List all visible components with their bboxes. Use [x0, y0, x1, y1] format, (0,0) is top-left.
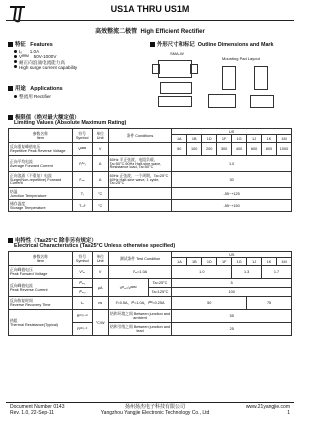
- value-cell: 5: [172, 279, 292, 288]
- features-list: [14, 49, 129, 70]
- grade-cell: 1A: [172, 135, 187, 143]
- square-bullet-icon: [150, 42, 155, 47]
- limiting-heading: 极限值（绝对最大额定值）: [8, 113, 80, 121]
- param-cell: 结温 Junction Temperature: [9, 188, 73, 200]
- value-cell: 1000: [276, 143, 291, 156]
- footer-company: [90, 404, 220, 417]
- application-item: 整流用 Rectifier: [14, 94, 51, 99]
- condition-cell: 60Hz 正弦波，一个周期，Ta=25°C 60Hz Half-sine wave, 1 cycle, Ta=25°C: [108, 172, 172, 188]
- symbol-cell: Rᵗʰ⁽ʲ⁻ˡ⁾: [72, 323, 92, 336]
- applications-heading: 用途 Applications: [8, 84, 63, 92]
- table-row: [9, 279, 292, 288]
- square-bullet-icon: [8, 115, 13, 120]
- package-bottom-view: [208, 94, 236, 108]
- condition-cell: 60Hz 半正弦波，电阻负载，Ta=50°C 60Hz Half-sine wave, Resistance load, Ta=50°C: [108, 156, 172, 172]
- grade-cell: 1D: [202, 135, 217, 143]
- grade-cell: 1B: [187, 258, 202, 266]
- header-us: US: [172, 129, 292, 135]
- param-cell: 热阻 Thermal Resistance(Typical): [9, 310, 73, 336]
- condition-cell: 结和环境之间 Between junction and ambient: [108, 310, 172, 323]
- package-lead-left: [152, 64, 160, 74]
- unit-cell: V: [92, 143, 108, 156]
- table-row: [9, 310, 292, 323]
- features-heading: 特征 Features: [8, 40, 53, 48]
- unit-cell: ns: [92, 297, 108, 310]
- param-cell: 正向平均电流 Average Forward Current: [9, 156, 73, 172]
- header-test-condition: 测试条件 Test Condition: [108, 252, 172, 266]
- bullet-icon: [14, 95, 17, 98]
- page-number: 1: [287, 410, 290, 417]
- condition-cell: [108, 143, 172, 156]
- symbol-cell: Iᶠₛₘ: [72, 172, 92, 188]
- header-unit: 单位 Unit: [92, 129, 108, 143]
- value-cell: 300: [217, 143, 232, 156]
- square-bullet-icon: [8, 42, 13, 47]
- package-end-view: [158, 96, 192, 107]
- condition-cell: 结和引线之间 Between junction and lead: [108, 323, 172, 336]
- page-title: US1A THRU US1M: [110, 4, 190, 14]
- limiting-heading-en: Limiting Values (Absolute Maximum Rating): [14, 120, 127, 126]
- param-cell: 储存温度 Storage Temperature: [9, 200, 73, 212]
- bullet-icon: [14, 65, 17, 68]
- grade-cell: 1A: [172, 258, 187, 266]
- unit-cell: μA: [92, 279, 108, 297]
- grade-cell: 1M: [276, 258, 291, 266]
- value-cell: 100: [172, 288, 292, 297]
- company-cn: 扬州扬杰电子科技有限公司: [124, 404, 185, 410]
- electrical-heading: 电特性（Ta≥25°C 除非另有规定）: [8, 236, 97, 244]
- symbol-cell: Tⱼ: [72, 188, 92, 200]
- feature-item: High surge current capability: [14, 65, 129, 70]
- header-rule: [6, 20, 294, 21]
- value-cell: 600: [247, 143, 262, 156]
- value-cell: 400: [232, 143, 247, 156]
- package-outline-view: [250, 95, 274, 108]
- grade-cell: 1G: [232, 258, 247, 266]
- param-cell: 正向峰值电压 Peak Forward Voltage: [9, 266, 73, 279]
- unit-cell: A: [92, 172, 108, 188]
- grade-cell: 1K: [262, 258, 277, 266]
- value-cell: 50: [172, 297, 247, 310]
- feature-item: Iₒ 1.0A: [14, 49, 129, 54]
- footer-right: [246, 404, 290, 417]
- value-cell: 1.3: [232, 266, 262, 279]
- value-cell: -55~+125: [172, 188, 292, 200]
- grade-cell: 1F: [217, 135, 232, 143]
- website-link[interactable]: www.21yangjie.com: [245, 404, 290, 410]
- header-us: US: [172, 252, 292, 258]
- company-en: Yangzhou Yangjie Electronic Technology Co., Ltd: [100, 410, 210, 417]
- header-param: 参数名称 Item: [9, 252, 73, 266]
- param-cell: 正向浪涌（不重复）电流 Surge(Non-repetitive) Forward Current: [9, 172, 73, 188]
- table-row: [9, 188, 292, 200]
- outline-heading: 外形尺寸和标记 Outline Dimensions and Mark: [150, 40, 274, 48]
- limiting-values-table: [8, 128, 292, 212]
- header-symbol: 符号 Symbol: [72, 252, 92, 266]
- symbol-cell: Iᴿₘ₁: [72, 279, 92, 288]
- table-row: [9, 156, 292, 172]
- header-param: 参数名称 Item: [9, 129, 73, 143]
- table-row: [9, 297, 292, 310]
- feature-item: 耐正向浪涌电流能力高: [14, 60, 129, 65]
- value-cell: 100: [187, 143, 202, 156]
- symbol-cell: Iᶠ₍ᴬᵛ₎: [72, 156, 92, 172]
- symbol-cell: tᵣᵣ: [72, 297, 92, 310]
- value-cell: -55~+150: [172, 200, 292, 212]
- condition-cell: Iᶠ=0.5A，Iᴿ=1.0A，Iᴿᴿ=0.25A: [108, 297, 172, 310]
- value-cell: 75: [247, 297, 292, 310]
- condition-cell: Ta=125°C: [148, 288, 172, 297]
- grade-cell: 1J: [247, 258, 262, 266]
- condition-cell: [108, 188, 172, 200]
- unit-cell: °C: [92, 188, 108, 200]
- unit-cell: V: [92, 266, 108, 279]
- value-cell: 800: [262, 143, 277, 156]
- grade-cell: 1K: [262, 135, 277, 143]
- electrical-heading-en: Electrical Characteristics (Ta≥25°C Unless otherwise specified): [14, 243, 176, 249]
- unit-cell: °C/W: [92, 310, 108, 336]
- grade-cell: 1J: [247, 135, 262, 143]
- mounting-pad-right: [254, 66, 268, 90]
- symbol-cell: Vᶠₘ: [72, 266, 92, 279]
- table-row: [9, 143, 292, 156]
- value-cell: 30: [172, 172, 292, 188]
- package-top-view: [158, 60, 192, 78]
- symbol-cell: Iᴿₘ₂: [72, 288, 92, 297]
- bullet-icon: [14, 60, 17, 63]
- symbol-cell: Rᵗʰ⁽ʲ⁻ᵃ⁾: [72, 310, 92, 323]
- param-cell: 反向峰值电流 Peak Reverse Current: [9, 279, 73, 297]
- grade-cell: 1D: [202, 258, 217, 266]
- value-cell: 1.0: [172, 266, 232, 279]
- unit-cell: A: [92, 156, 108, 172]
- symbol-cell: Tₛₜᵍ: [72, 200, 92, 212]
- value-cell: 55: [172, 310, 292, 323]
- mounting-pad-left: [222, 66, 236, 90]
- header-unit: 单位 Unit: [92, 252, 108, 266]
- table-row: [9, 266, 292, 279]
- grade-cell: 1M: [276, 135, 291, 143]
- revision: Rev. 1.0, 22-Sep-11: [10, 410, 55, 417]
- value-cell: 200: [202, 143, 217, 156]
- condition-cell: Vᴿₘ=Vᴿᴿᴹ: [108, 279, 148, 297]
- package-label: SMA-W: [170, 51, 184, 56]
- electrical-table: [8, 251, 292, 336]
- grade-cell: 1F: [217, 258, 232, 266]
- param-cell: 反向恢复时间 Reverse Recovery Time: [9, 297, 73, 310]
- footer-left: [10, 404, 64, 417]
- condition-cell: [108, 200, 172, 212]
- bullet-icon: [14, 50, 17, 53]
- package-lead-right: [190, 64, 198, 74]
- value-cell: 1.7: [262, 266, 292, 279]
- document-number: Document Number 0143: [10, 404, 65, 410]
- square-bullet-icon: [8, 238, 13, 243]
- table-row: [9, 172, 292, 188]
- header-conditions: 条件 Conditions: [108, 129, 172, 143]
- value-cell: 1.0: [172, 156, 292, 172]
- value-cell: 25: [172, 323, 292, 336]
- unit-cell: °C: [92, 200, 108, 212]
- param-cell: 反向重复峰值电压 Repetitive Peak Reverse Voltage: [9, 143, 73, 156]
- feature-item: Vᴿᴿᴹ 50V-1000V: [14, 54, 129, 59]
- square-bullet-icon: [8, 86, 13, 91]
- value-cell: 50: [172, 143, 187, 156]
- subtitle-cn: 高效整流二极管: [95, 29, 138, 35]
- condition-cell: Ta=25°C: [148, 279, 172, 288]
- pad-layout-label: Mounting Pad Layout: [222, 56, 260, 61]
- bullet-icon: [14, 55, 17, 58]
- grade-cell: 1G: [232, 135, 247, 143]
- subtitle-en: High Efficient Rectifier: [140, 29, 205, 35]
- header-symbol: 符号 Symbol: [72, 129, 92, 143]
- product-subtitle: [0, 26, 300, 35]
- package-side-view: [160, 82, 192, 94]
- grade-cell: 1B: [187, 135, 202, 143]
- symbol-cell: Vᴿᴿᴹ: [72, 143, 92, 156]
- footer-rule: [6, 402, 294, 403]
- table-row: [9, 200, 292, 212]
- condition-cell: Iᶠₘ=1.0A: [108, 266, 172, 279]
